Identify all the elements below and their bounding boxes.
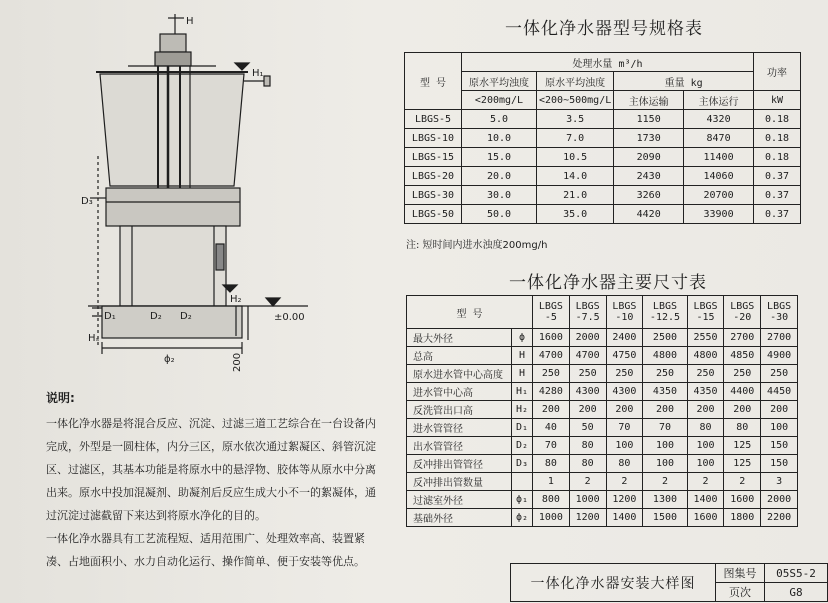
dims-cell-value: 1400 [606, 509, 643, 527]
dims-row [407, 329, 798, 347]
dims-header-model-suffix: -5 [544, 312, 557, 323]
dims-header-model-prefix: LBGS [730, 301, 755, 312]
dims-cell-value: 1200 [606, 491, 643, 509]
dims-cell-value: 80 [606, 455, 643, 473]
title-block [510, 563, 828, 602]
dims-row-label: 原水进水管中心高度 [407, 365, 512, 383]
dims-row-label: 最大外径 [407, 329, 512, 347]
spec-header-model: 型 号 [405, 53, 462, 110]
dims-row [407, 473, 798, 491]
spec-cell-value: 0.18 [754, 129, 801, 148]
spec-cell-model: LBGS-30 [405, 186, 462, 205]
spec-row [405, 186, 801, 205]
dims-cell-value: 125 [724, 437, 761, 455]
spec-cell-value: 1730 [614, 129, 684, 148]
label-dim-200: 200 [232, 352, 243, 372]
label-d2: D₂ [150, 311, 162, 322]
dims-header-model-suffix: -7.5 [575, 312, 600, 323]
dims-row [407, 347, 798, 365]
explanation-paragraph-1: 一体化净水器是将混合反应、沉淀、过滤三道工艺综合在一台设备内完成，外型是一圆柱体，内分三区，原水依次通过絮凝区、斜管沉淀区、过滤区，其基本功能是将原水中的悬浮物、胶体等从原水中分离出来。原水中投加混凝剂、助凝剂后反应生成大小不一的絮凝体，通过沉淀过滤截留下来达到将原水净化的目的。 [46, 417, 376, 522]
dims-cell-value: 1400 [687, 491, 724, 509]
spec-cell-value: 4420 [614, 205, 684, 224]
dims-cell-value: 70 [533, 437, 570, 455]
dims-cell-value: 2500 [643, 329, 687, 347]
dims-header-model-suffix: -15 [696, 312, 715, 323]
spec-cell-value: 3.5 [537, 110, 614, 129]
page-value: G8 [765, 583, 828, 602]
spec-header-weight: 重量 kg [614, 72, 754, 91]
dims-header-model-name [606, 296, 643, 329]
spec-cell-value: 21.0 [537, 186, 614, 205]
dims-cell-value: 1600 [687, 509, 724, 527]
spec-cell-value: 5.0 [462, 110, 537, 129]
spec-row [405, 110, 801, 129]
dims-cell-value: 1600 [724, 491, 761, 509]
dims-header-model-name [761, 296, 798, 329]
dims-cell-value: 1300 [643, 491, 687, 509]
dims-table [406, 295, 798, 527]
spec-cell-value: 50.0 [462, 205, 537, 224]
spec-cell-value: 0.18 [754, 110, 801, 129]
dims-cell-value: 250 [569, 365, 606, 383]
dims-row-symbol: ϕ₂ [512, 509, 533, 527]
spec-cell-value: 1150 [614, 110, 684, 129]
spec-header-turbidity-high-unit: <200~500mg/L [537, 91, 614, 110]
dims-header-model-prefix: LBGS [575, 301, 600, 312]
dims-cell-value: 4850 [724, 347, 761, 365]
dims-cell-value: 4280 [533, 383, 570, 401]
dims-cell-value: 80 [569, 437, 606, 455]
dims-cell-value: 250 [606, 365, 643, 383]
drawing-title: 一体化净水器安装大样图 [511, 564, 716, 602]
dims-header-model-suffix: -20 [733, 312, 752, 323]
atlas-value: 05S5-2 [765, 564, 828, 583]
dims-cell-value: 200 [724, 401, 761, 419]
dims-cell-value: 2 [687, 473, 724, 491]
dims-cell-value: 4700 [569, 347, 606, 365]
dims-cell-value: 200 [569, 401, 606, 419]
spec-cell-value: 20.0 [462, 167, 537, 186]
dims-cell-value: 100 [687, 437, 724, 455]
dims-header-model-prefix: LBGS [693, 301, 718, 312]
dims-header-model-suffix: -10 [615, 312, 634, 323]
dims-cell-value: 1600 [533, 329, 570, 347]
dims-cell-value: 2 [606, 473, 643, 491]
spec-header-power: 功率 [754, 53, 801, 91]
spec-cell-value: 33900 [684, 205, 754, 224]
label-h2: H₂ [230, 294, 242, 305]
label-level: ±0.00 [274, 312, 305, 323]
dims-cell-value: 80 [687, 419, 724, 437]
spec-cell-value: 10.5 [537, 148, 614, 167]
dims-row-symbol: ϕ [512, 329, 533, 347]
dims-header-model-name [533, 296, 570, 329]
dims-row-symbol: D₁ [512, 419, 533, 437]
spec-cell-model: LBGS-15 [405, 148, 462, 167]
spec-cell-value: 7.0 [537, 129, 614, 148]
spec-cell-value: 0.37 [754, 186, 801, 205]
dims-cell-value: 2 [569, 473, 606, 491]
spec-cell-value: 14.0 [537, 167, 614, 186]
spec-cell-value: 20700 [684, 186, 754, 205]
spec-cell-value: 30.0 [462, 186, 537, 205]
explanation-paragraph-2: 一体化净水器具有工艺流程短、适用范围广、处理效率高、装置紧凑、占地面积小、水力自动化运行、操作简单、便于安装等优点。 [46, 532, 365, 568]
dims-cell-value: 4800 [687, 347, 724, 365]
dims-row-symbol: H₂ [512, 401, 533, 419]
label-h1: H₁ [252, 68, 264, 79]
spec-row [405, 205, 801, 224]
spec-cell-value: 3260 [614, 186, 684, 205]
dims-row [407, 491, 798, 509]
dims-cell-value: 2700 [761, 329, 798, 347]
dims-row-symbol: H₁ [512, 383, 533, 401]
dims-cell-value: 4800 [643, 347, 687, 365]
spec-cell-value: 35.0 [537, 205, 614, 224]
dims-cell-value: 200 [533, 401, 570, 419]
dims-cell-value: 100 [761, 419, 798, 437]
dims-cell-value: 2 [724, 473, 761, 491]
spec-header-turbidity-low-unit: <200mg/L [462, 91, 537, 110]
explanation-title: 说明: [46, 391, 75, 405]
label-d1: D₁ [104, 311, 116, 322]
dims-cell-value: 250 [761, 365, 798, 383]
label-phi2: ϕ₂ [164, 354, 175, 365]
dims-row [407, 437, 798, 455]
dims-cell-value: 250 [724, 365, 761, 383]
dims-row [407, 509, 798, 527]
dims-cell-value: 4300 [569, 383, 606, 401]
dims-cell-value: 100 [643, 455, 687, 473]
dims-cell-value: 800 [533, 491, 570, 509]
dims-cell-value: 4700 [533, 347, 570, 365]
spec-row [405, 167, 801, 186]
dims-row-label: 总高 [407, 347, 512, 365]
spec-row [405, 148, 801, 167]
dims-row-symbol: D₂ [512, 437, 533, 455]
dims-cell-value: 2400 [606, 329, 643, 347]
dims-cell-value: 4450 [761, 383, 798, 401]
spec-table-title: 一体化净水器型号规格表 [505, 19, 703, 39]
dims-header-row [407, 296, 798, 329]
dims-header-model-name [569, 296, 606, 329]
dims-cell-value: 3 [761, 473, 798, 491]
spec-cell-value: 15.0 [462, 148, 537, 167]
page-label: 页次 [716, 583, 765, 602]
dims-cell-value: 200 [643, 401, 687, 419]
dims-header-model-prefix: LBGS [767, 301, 792, 312]
dims-row-label: 进水管管径 [407, 419, 512, 437]
dims-header-model-name [724, 296, 761, 329]
dims-cell-value: 100 [687, 455, 724, 473]
spec-cell-model: LBGS-5 [405, 110, 462, 129]
dims-row-label: 出水管管径 [407, 437, 512, 455]
dims-cell-value: 1200 [569, 509, 606, 527]
dims-table-body [407, 329, 798, 527]
dims-cell-value: 2200 [761, 509, 798, 527]
spec-header-turbidity-high: 原水平均浊度 [537, 72, 614, 91]
dims-row-symbol: D₃ [512, 455, 533, 473]
dims-cell-value: 200 [761, 401, 798, 419]
dims-cell-value: 200 [687, 401, 724, 419]
spec-cell-value: 0.37 [754, 205, 801, 224]
spec-cell-value: 0.18 [754, 148, 801, 167]
dims-cell-value: 4750 [606, 347, 643, 365]
dims-header-model-prefix: LBGS [652, 301, 678, 312]
dims-row-symbol: ϕ₁ [512, 491, 533, 509]
spec-header-capacity: 处理水量 m³/h [462, 53, 754, 72]
dims-header-model-suffix: -30 [770, 312, 789, 323]
dims-cell-value: 1500 [643, 509, 687, 527]
spec-cell-model: LBGS-10 [405, 129, 462, 148]
dims-cell-value: 4350 [687, 383, 724, 401]
equipment-elevation-drawing [8, 6, 338, 381]
spec-cell-value: 8470 [684, 129, 754, 148]
dims-cell-value: 250 [533, 365, 570, 383]
dims-row-label: 反冲排出管数量 [407, 473, 512, 491]
label-d3: D₃ [81, 196, 93, 207]
dims-cell-value: 125 [724, 455, 761, 473]
spec-row [405, 129, 801, 148]
dims-row-label: 反洗管出口高 [407, 401, 512, 419]
dims-header-model-suffix: -12.5 [649, 312, 681, 323]
label-h: H [186, 16, 194, 27]
dims-row-label: 反冲排出管管径 [407, 455, 512, 473]
dims-cell-value: 40 [533, 419, 570, 437]
dims-cell-value: 2000 [761, 491, 798, 509]
dims-row [407, 365, 798, 383]
dims-row-label: 基础外径 [407, 509, 512, 527]
dims-row [407, 383, 798, 401]
spec-cell-model: LBGS-50 [405, 205, 462, 224]
spec-cell-value: 14060 [684, 167, 754, 186]
dims-row [407, 419, 798, 437]
dims-cell-value: 2550 [687, 329, 724, 347]
dims-row [407, 455, 798, 473]
dims-row [407, 401, 798, 419]
spec-cell-value: 2090 [614, 148, 684, 167]
dims-header-model-prefix: LBGS [538, 301, 563, 312]
spec-header-turbidity-low: 原水平均浊度 [462, 72, 537, 91]
dims-cell-value: 70 [643, 419, 687, 437]
spec-cell-value: 10.0 [462, 129, 537, 148]
dims-cell-value: 4300 [606, 383, 643, 401]
dims-cell-value: 100 [643, 437, 687, 455]
label-hs: Hₛ [88, 333, 100, 344]
dims-header-model-name [687, 296, 724, 329]
dims-table-title: 一体化净水器主要尺寸表 [509, 273, 707, 293]
spec-table [404, 52, 801, 224]
dims-cell-value: 2 [643, 473, 687, 491]
dims-row-symbol: H [512, 347, 533, 365]
dims-cell-value: 100 [606, 437, 643, 455]
dims-cell-value: 70 [606, 419, 643, 437]
atlas-label: 图集号 [716, 564, 765, 583]
spec-cell-model: LBGS-20 [405, 167, 462, 186]
dims-cell-value: 50 [569, 419, 606, 437]
dims-cell-value: 4900 [761, 347, 798, 365]
dims-cell-value: 1 [533, 473, 570, 491]
spec-header-power-unit: kW [754, 91, 801, 110]
dims-cell-value: 4400 [724, 383, 761, 401]
dims-cell-value: 4350 [643, 383, 687, 401]
spec-cell-value: 2430 [614, 167, 684, 186]
dims-cell-value: 150 [761, 455, 798, 473]
spec-table-body [405, 110, 801, 224]
dims-cell-value: 250 [643, 365, 687, 383]
dims-cell-value: 2700 [724, 329, 761, 347]
dims-cell-value: 1000 [533, 509, 570, 527]
spec-header-weight-running: 主体运输 [614, 91, 684, 110]
dims-row-label: 过滤室外径 [407, 491, 512, 509]
dims-row-label: 进水管中心高 [407, 383, 512, 401]
dims-header-model: 型 号 [407, 296, 533, 329]
dims-cell-value: 150 [761, 437, 798, 455]
dims-header-model-name [643, 296, 687, 329]
dims-cell-value: 200 [606, 401, 643, 419]
spec-header-weight-operation: 主体运行 [684, 91, 754, 110]
dims-cell-value: 1800 [724, 509, 761, 527]
dims-header-model-prefix: LBGS [612, 301, 637, 312]
spec-cell-value: 4320 [684, 110, 754, 129]
explanation-text [46, 412, 376, 573]
spec-cell-value: 11400 [684, 148, 754, 167]
dims-cell-value: 2000 [569, 329, 606, 347]
spec-cell-value: 0.37 [754, 167, 801, 186]
dims-row-symbol: H [512, 365, 533, 383]
dims-cell-value: 80 [569, 455, 606, 473]
spec-note: 注: 短时间内进水浊度200mg/h [406, 240, 548, 251]
dims-cell-value: 80 [724, 419, 761, 437]
dims-cell-value: 1000 [569, 491, 606, 509]
label-d2-right: D₂ [180, 311, 192, 322]
dims-row-symbol [512, 473, 533, 491]
dims-cell-value: 250 [687, 365, 724, 383]
dims-cell-value: 80 [533, 455, 570, 473]
